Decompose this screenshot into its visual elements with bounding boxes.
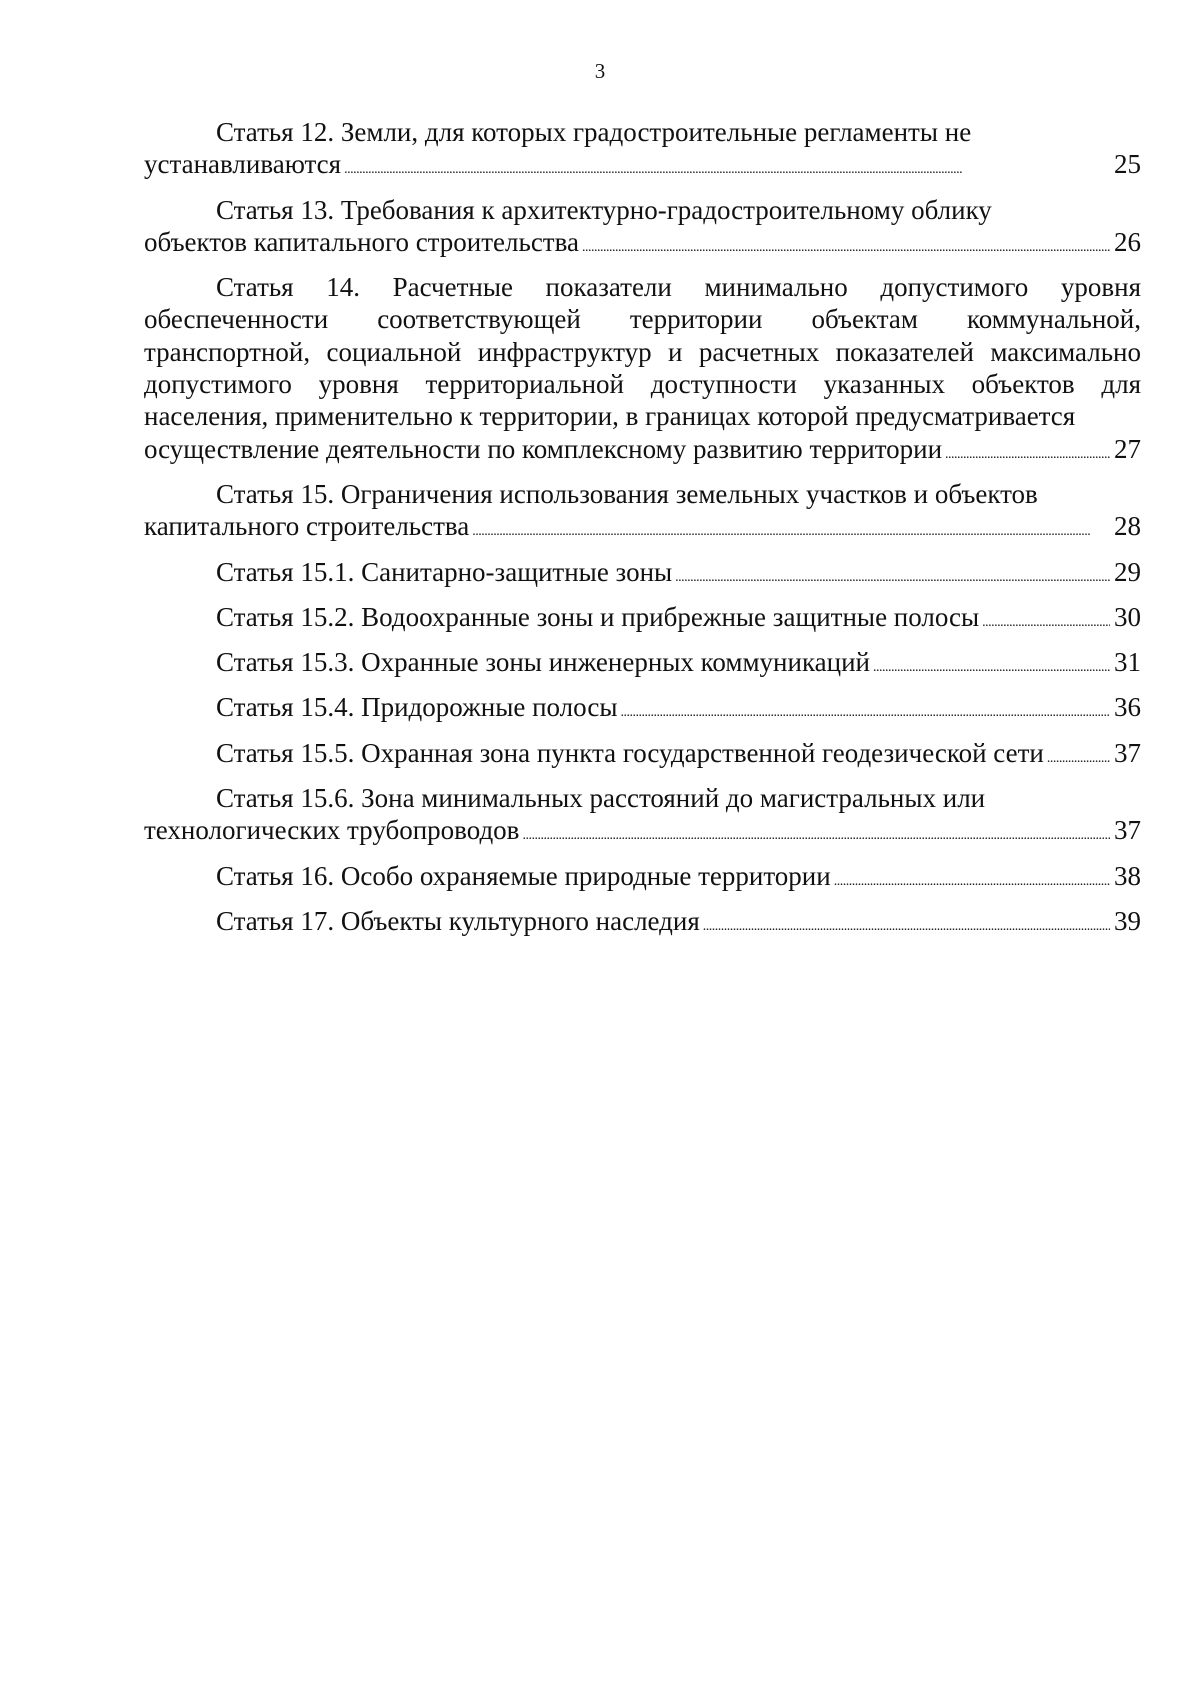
toc-page-ref: 30 xyxy=(1114,601,1141,632)
toc-entry-last-line xyxy=(144,226,1141,264)
toc-entry-last-text: осуществление деятельности по комплексному развитию территории xyxy=(144,433,943,464)
toc-entry-article-15-1[interactable] xyxy=(144,556,1141,594)
toc-entry-article-15-3[interactable] xyxy=(144,646,1141,684)
toc-page-ref: 37 xyxy=(1114,737,1141,768)
toc-entry-last-text: капитального строительства xyxy=(144,511,470,542)
toc-entry-lead: Статья 12. Земли, для которых градостроительные регламенты не xyxy=(216,117,972,147)
toc-entry-last-line xyxy=(144,814,1141,852)
toc-page-ref: 25 xyxy=(1114,149,1141,180)
toc-page-ref: 26 xyxy=(1114,226,1141,257)
toc-entry-last-line xyxy=(144,433,1141,471)
toc-entry-lead: Статья 13. Требования к архитектурно-градостроительному облику xyxy=(216,194,992,225)
toc-entry-lead: Статья 14. Расчетные показатели минимально допустимого уровня обеспеченности соответствующей территории объектам коммунальной, транспортной, социальной инфраструктур и расчетных показателей максимально допустимого уровня территориальной доступности указанных объектов для населения, применительно к территории, в границах которой предусматривается xyxy=(144,272,1141,432)
toc-page-ref: 29 xyxy=(1114,556,1141,587)
toc-entry-article-15[interactable] xyxy=(144,478,1141,549)
dot-leader xyxy=(834,860,1110,898)
dot-leader xyxy=(945,433,1110,471)
toc-entry-last-text: Статья 15.5. Охранная зона пункта государственной геодезической сети xyxy=(216,737,1044,768)
toc-entry-last-text: технологических трубопроводов xyxy=(144,815,520,846)
toc-entry-last-text: устанавливаются xyxy=(144,149,342,180)
toc-entry-lead: Статья 15. Ограничения использования земельных участков и объектов xyxy=(216,478,1038,509)
dot-leader xyxy=(582,226,1110,264)
toc-entry-last-text: объектов капитального строительства xyxy=(144,226,579,257)
page-number: 3 xyxy=(594,59,606,83)
toc-entry-last-line xyxy=(144,510,1141,548)
toc-entry-last-text: Статья 16. Особо охраняемые природные территории xyxy=(216,860,831,891)
toc-entry-last-line xyxy=(144,646,1141,684)
toc-entry-article-17[interactable] xyxy=(144,905,1141,943)
toc-entry-last-line xyxy=(144,860,1141,898)
toc-entry-article-15-2[interactable] xyxy=(144,601,1141,639)
toc-entry-article-14[interactable] xyxy=(144,271,1141,471)
toc-entry-article-16[interactable] xyxy=(144,860,1141,898)
toc-entry-article-15-4[interactable] xyxy=(144,691,1141,729)
toc-entry-article-13[interactable] xyxy=(144,194,1141,265)
toc-page-ref: 31 xyxy=(1114,647,1141,678)
toc-entry-last-text: Статья 15.2. Водоохранные зоны и прибрежные защитные полосы xyxy=(216,601,980,632)
toc-entry-last-text: Статья 15.4. Придорожные полосы xyxy=(216,692,618,723)
table-of-contents xyxy=(144,116,1141,950)
dot-leader xyxy=(982,601,1110,639)
toc-entry-article-15-6[interactable] xyxy=(144,782,1141,853)
toc-entry-last-text: Статья 15.1. Санитарно-защитные зоны xyxy=(216,556,673,587)
toc-entry-article-12[interactable] xyxy=(144,116,1141,187)
toc-entry-last-line xyxy=(144,601,1141,639)
toc-page-ref: 28 xyxy=(1114,511,1141,542)
dot-leader xyxy=(620,691,1110,729)
toc-entry-last-line xyxy=(144,556,1141,594)
toc-page-ref: 38 xyxy=(1114,860,1141,891)
toc-page-ref: 37 xyxy=(1114,815,1141,846)
dot-leader xyxy=(703,905,1110,943)
toc-entry-article-15-5[interactable] xyxy=(144,737,1141,775)
toc-page-ref: 39 xyxy=(1114,905,1141,936)
toc-entry-last-line xyxy=(144,737,1141,775)
toc-entry-last-line xyxy=(144,905,1141,943)
toc-entry-last-line xyxy=(144,691,1141,729)
toc-page-ref: 36 xyxy=(1114,692,1141,723)
dot-leader xyxy=(522,814,1110,852)
toc-page-ref: 27 xyxy=(1114,433,1141,464)
dot-leader xyxy=(675,556,1110,594)
toc-entry-last-line xyxy=(144,148,1141,186)
toc-entry-last-text: Статья 15.3. Охранные зоны инженерных коммуникаций xyxy=(216,647,870,678)
dot-leader xyxy=(472,510,1110,548)
dot-leader xyxy=(344,148,1110,186)
toc-entry-last-text: Статья 17. Объекты культурного наследия xyxy=(216,905,700,936)
dot-leader xyxy=(873,646,1110,684)
dot-leader xyxy=(1047,737,1110,775)
toc-entry-lead: Статья 15.6. Зона минимальных расстояний до магистральных или xyxy=(216,783,986,814)
